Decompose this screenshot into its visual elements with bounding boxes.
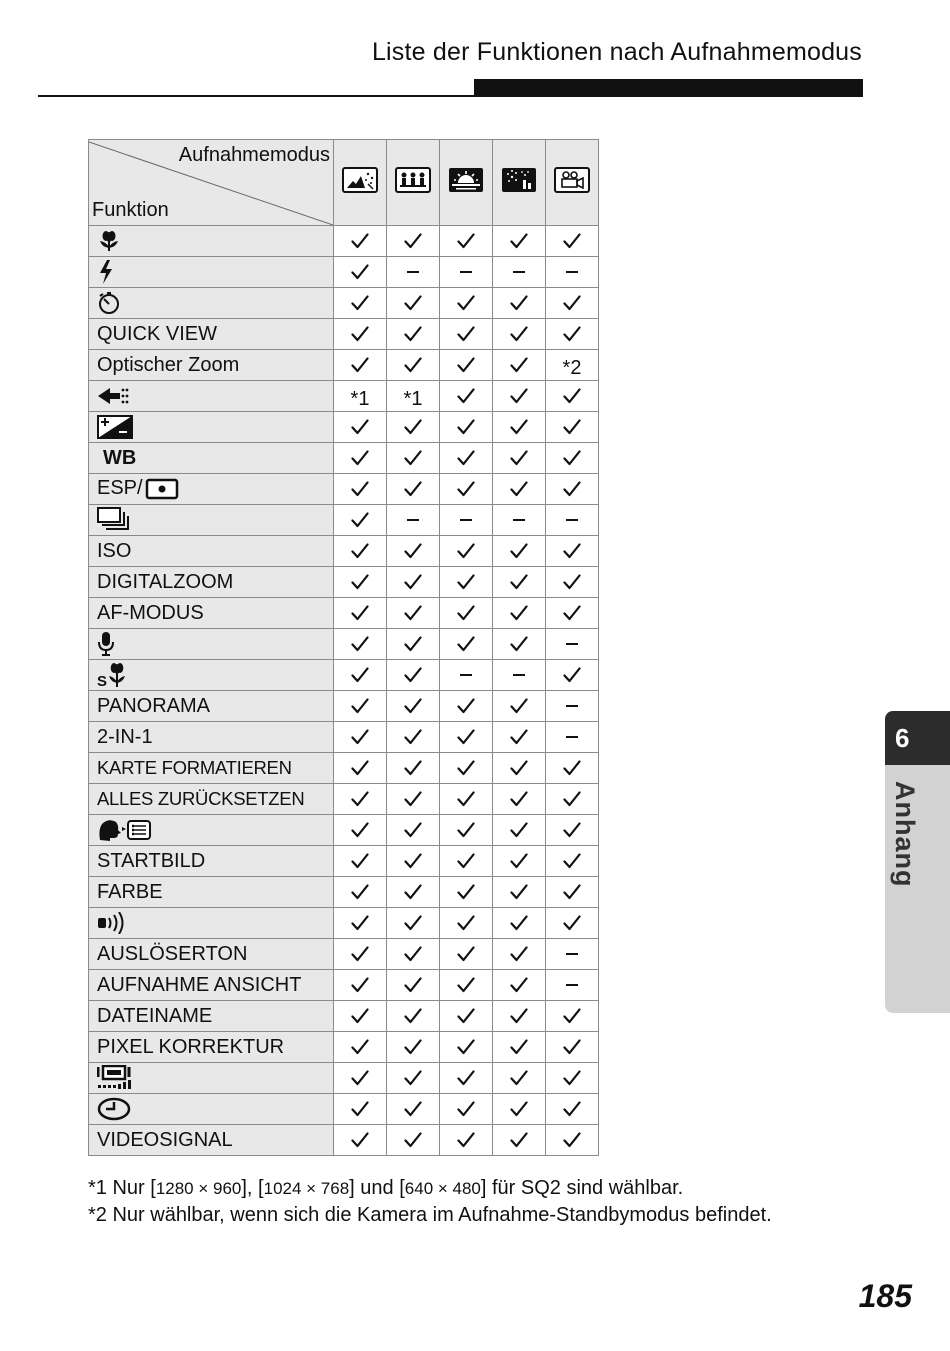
check-mark-icon	[546, 381, 599, 412]
table-row	[89, 1063, 599, 1094]
function-cell	[89, 1032, 334, 1063]
table-row	[89, 753, 599, 784]
footnote-ref-cell	[387, 381, 440, 412]
table-row	[89, 536, 599, 567]
table-row	[89, 1001, 599, 1032]
self-portrait-icon	[395, 167, 431, 193]
function-cell	[89, 505, 334, 536]
check-mark-icon	[546, 567, 599, 598]
function-label: ESP/	[97, 477, 143, 500]
check-mark-icon	[493, 1001, 546, 1032]
table-row	[89, 846, 599, 877]
check-mark-icon	[440, 474, 493, 505]
not-available-dash	[546, 257, 599, 288]
function-label: WB	[103, 446, 137, 469]
check-mark-icon	[334, 1125, 387, 1156]
not-available-dash	[387, 257, 440, 288]
check-mark-icon	[440, 722, 493, 753]
function-label: AUSLÖSERTON	[97, 942, 248, 965]
not-available-dash	[440, 660, 493, 691]
table-row	[89, 474, 599, 505]
footnote-1-separator-2: ] und [	[349, 1177, 405, 1199]
check-mark-icon	[334, 660, 387, 691]
table-row	[89, 1125, 599, 1156]
table-row	[89, 660, 599, 691]
check-mark-icon	[334, 288, 387, 319]
check-mark-icon	[493, 939, 546, 970]
check-mark-icon	[493, 474, 546, 505]
check-mark-icon	[440, 350, 493, 381]
table-row	[89, 691, 599, 722]
not-available-dash	[546, 722, 599, 753]
check-mark-icon	[493, 536, 546, 567]
check-mark-icon	[440, 288, 493, 319]
check-mark-icon	[334, 939, 387, 970]
check-mark-icon	[440, 691, 493, 722]
check-mark-icon	[387, 1125, 440, 1156]
check-mark-icon	[493, 1063, 546, 1094]
check-mark-icon	[387, 598, 440, 629]
function-label: PANORAMA	[97, 694, 210, 717]
check-mark-icon	[387, 474, 440, 505]
beep-sound-icon	[97, 912, 129, 935]
footnote-1-prefix: *1 Nur [	[88, 1177, 156, 1199]
check-mark-icon	[334, 784, 387, 815]
table-row	[89, 784, 599, 815]
footnote-1-resolution-1: 1280 × 960	[155, 1179, 242, 1198]
check-mark-icon	[387, 567, 440, 598]
table-row	[89, 567, 599, 598]
table-row	[89, 381, 599, 412]
table-row	[89, 722, 599, 753]
check-mark-icon	[387, 443, 440, 474]
check-mark-icon	[493, 1125, 546, 1156]
super-macro-icon	[97, 662, 127, 688]
check-mark-icon	[440, 877, 493, 908]
chapter-number: 6	[885, 711, 950, 765]
check-mark-icon	[334, 319, 387, 350]
function-cell	[89, 908, 334, 939]
function-cell	[89, 1063, 334, 1094]
function-cell	[89, 846, 334, 877]
check-mark-icon	[440, 1094, 493, 1125]
check-mark-icon	[493, 722, 546, 753]
mode-header-fireworks	[493, 140, 546, 226]
mode-header-self-portrait	[387, 140, 440, 226]
check-mark-icon	[493, 319, 546, 350]
check-mark-icon	[387, 319, 440, 350]
check-mark-icon	[546, 1032, 599, 1063]
check-mark-icon	[546, 474, 599, 505]
mode-header-night-scene	[334, 140, 387, 226]
check-mark-icon	[387, 1063, 440, 1094]
exposure-compensation-icon	[97, 415, 133, 439]
check-mark-icon	[493, 629, 546, 660]
function-label: STARTBILD	[97, 849, 206, 872]
function-label: ALLES ZURÜCKSETZEN	[97, 788, 305, 809]
check-mark-icon	[334, 753, 387, 784]
function-label: QUICK VIEW	[97, 322, 218, 345]
clock-icon	[97, 1097, 131, 1121]
check-mark-icon	[334, 877, 387, 908]
not-available-dash	[440, 257, 493, 288]
check-mark-icon	[334, 1001, 387, 1032]
check-mark-icon	[387, 908, 440, 939]
check-mark-icon	[334, 474, 387, 505]
function-label: AUFNAHME ANSICHT	[97, 973, 302, 996]
page-number: 185	[858, 1278, 912, 1314]
check-mark-icon	[334, 505, 387, 536]
function-cell	[89, 877, 334, 908]
monitor-brightness-icon	[97, 1065, 133, 1091]
check-mark-icon	[440, 908, 493, 939]
check-mark-icon	[493, 877, 546, 908]
image-quality-icon	[97, 385, 131, 408]
function-label: ISO	[97, 539, 132, 562]
check-mark-icon	[546, 226, 599, 257]
check-mark-icon	[440, 319, 493, 350]
check-mark-icon	[493, 288, 546, 319]
check-mark-icon	[387, 815, 440, 846]
function-cell	[89, 660, 334, 691]
not-available-dash	[493, 505, 546, 536]
check-mark-icon	[387, 350, 440, 381]
footnote-ref: *1	[350, 387, 370, 410]
check-mark-icon	[334, 1032, 387, 1063]
check-mark-icon	[387, 939, 440, 970]
check-mark-icon	[440, 536, 493, 567]
not-available-dash	[387, 505, 440, 536]
check-mark-icon	[440, 567, 493, 598]
check-mark-icon	[546, 412, 599, 443]
check-mark-icon	[334, 1063, 387, 1094]
footnote-1	[88, 1175, 772, 1202]
function-cell	[89, 226, 334, 257]
check-mark-icon	[493, 567, 546, 598]
table-row	[89, 908, 599, 939]
chapter-side-tab	[885, 711, 950, 1013]
table-row	[89, 629, 599, 660]
check-mark-icon	[440, 970, 493, 1001]
function-cell	[89, 1125, 334, 1156]
function-cell	[89, 350, 334, 381]
function-cell	[89, 288, 334, 319]
check-mark-icon	[440, 784, 493, 815]
check-mark-icon	[334, 226, 387, 257]
check-mark-icon	[440, 753, 493, 784]
function-label: 2-IN-1	[97, 725, 153, 748]
function-cell	[89, 536, 334, 567]
check-mark-icon	[334, 1094, 387, 1125]
check-mark-icon	[334, 567, 387, 598]
check-mark-icon	[387, 288, 440, 319]
check-mark-icon	[387, 722, 440, 753]
check-mark-icon	[387, 536, 440, 567]
check-mark-icon	[440, 443, 493, 474]
check-mark-icon	[334, 815, 387, 846]
function-cell	[89, 939, 334, 970]
check-mark-icon	[493, 1032, 546, 1063]
function-cell	[89, 1001, 334, 1032]
check-mark-icon	[334, 598, 387, 629]
check-mark-icon	[546, 536, 599, 567]
check-mark-icon	[546, 908, 599, 939]
function-label: DATEINAME	[97, 1004, 213, 1027]
check-mark-icon	[493, 412, 546, 443]
check-mark-icon	[387, 660, 440, 691]
check-mark-icon	[546, 815, 599, 846]
footnote-ref-cell	[546, 350, 599, 381]
table-row	[89, 288, 599, 319]
check-mark-icon	[334, 257, 387, 288]
function-cell	[89, 474, 334, 505]
check-mark-icon	[387, 846, 440, 877]
function-cell	[89, 753, 334, 784]
function-cell	[89, 598, 334, 629]
check-mark-icon	[546, 1063, 599, 1094]
not-available-dash	[546, 691, 599, 722]
check-mark-icon	[440, 629, 493, 660]
check-mark-icon	[440, 412, 493, 443]
check-mark-icon	[387, 691, 440, 722]
language-icon	[97, 818, 153, 842]
check-mark-icon	[387, 753, 440, 784]
check-mark-icon	[493, 350, 546, 381]
not-available-dash	[546, 939, 599, 970]
function-cell	[89, 784, 334, 815]
not-available-dash	[546, 970, 599, 1001]
header-rule-thick	[474, 79, 863, 97]
function-label: AF-MODUS	[97, 601, 204, 624]
function-cell	[89, 412, 334, 443]
mode-header-movie	[546, 140, 599, 226]
check-mark-icon	[387, 877, 440, 908]
self-timer-icon	[97, 291, 121, 315]
night-scene-icon	[342, 167, 378, 193]
check-mark-icon	[334, 722, 387, 753]
check-mark-icon	[387, 412, 440, 443]
check-mark-icon	[493, 908, 546, 939]
table-row	[89, 877, 599, 908]
check-mark-icon	[493, 815, 546, 846]
not-available-dash	[546, 505, 599, 536]
check-mark-icon	[440, 226, 493, 257]
check-mark-icon	[546, 753, 599, 784]
flash-icon	[97, 259, 115, 285]
header-rule-thin	[38, 95, 478, 97]
microphone-icon	[97, 631, 115, 657]
table-row	[89, 939, 599, 970]
function-cell	[89, 629, 334, 660]
check-mark-icon	[546, 598, 599, 629]
function-label: FARBE	[97, 880, 163, 903]
table-row	[89, 970, 599, 1001]
check-mark-icon	[546, 288, 599, 319]
not-available-dash	[493, 257, 546, 288]
function-cell	[89, 1094, 334, 1125]
function-cell	[89, 257, 334, 288]
function-label: DIGITALZOOM	[97, 570, 234, 593]
footnote-1-resolution-2: 1024 × 768	[263, 1179, 350, 1198]
check-mark-icon	[440, 846, 493, 877]
table-row	[89, 815, 599, 846]
check-mark-icon	[440, 1001, 493, 1032]
check-mark-icon	[387, 784, 440, 815]
fireworks-icon	[501, 167, 537, 193]
table-row	[89, 505, 599, 536]
table-row	[89, 350, 599, 381]
check-mark-icon	[546, 443, 599, 474]
not-available-dash	[546, 629, 599, 660]
function-cell	[89, 815, 334, 846]
svg-text:S: S	[97, 673, 108, 688]
movie-icon	[554, 167, 590, 193]
check-mark-icon	[334, 846, 387, 877]
check-mark-icon	[493, 784, 546, 815]
check-mark-icon	[493, 753, 546, 784]
check-mark-icon	[493, 970, 546, 1001]
header-corner-cell	[89, 140, 334, 226]
check-mark-icon	[440, 381, 493, 412]
check-mark-icon	[546, 1001, 599, 1032]
footnote-ref: *2	[562, 356, 582, 379]
table-row	[89, 598, 599, 629]
check-mark-icon	[546, 784, 599, 815]
footnote-1-separator-1: ], [	[241, 1177, 264, 1199]
check-mark-icon	[546, 1094, 599, 1125]
footnote-ref: *1	[403, 387, 423, 410]
check-mark-icon	[334, 908, 387, 939]
not-available-dash	[493, 660, 546, 691]
check-mark-icon	[493, 1094, 546, 1125]
check-mark-icon	[440, 1063, 493, 1094]
check-mark-icon	[334, 629, 387, 660]
footnote-1-resolution-3: 640 × 480	[404, 1179, 481, 1198]
check-mark-icon	[334, 443, 387, 474]
check-mark-icon	[334, 691, 387, 722]
function-row-label: Funktion	[92, 199, 169, 221]
check-mark-icon	[334, 970, 387, 1001]
table-row	[89, 412, 599, 443]
page-title: Liste der Funktionen nach Aufnahmemodus	[371, 38, 862, 66]
check-mark-icon	[334, 350, 387, 381]
spot-metering-icon	[145, 478, 179, 501]
check-mark-icon	[440, 1032, 493, 1063]
sunset-icon	[448, 167, 484, 193]
check-mark-icon	[440, 598, 493, 629]
check-mark-icon	[387, 970, 440, 1001]
function-label: KARTE FORMATIEREN	[97, 757, 292, 778]
check-mark-icon	[440, 1125, 493, 1156]
check-mark-icon	[546, 1125, 599, 1156]
check-mark-icon	[546, 846, 599, 877]
check-mark-icon	[387, 1032, 440, 1063]
check-mark-icon	[546, 319, 599, 350]
check-mark-icon	[493, 443, 546, 474]
check-mark-icon	[493, 381, 546, 412]
check-mark-icon	[546, 660, 599, 691]
check-mark-icon	[440, 815, 493, 846]
sequential-shooting-icon	[97, 507, 131, 533]
function-cell	[89, 970, 334, 1001]
function-cell	[89, 567, 334, 598]
check-mark-icon	[493, 691, 546, 722]
function-cell	[89, 691, 334, 722]
check-mark-icon	[493, 226, 546, 257]
function-cell	[89, 319, 334, 350]
table-row	[89, 226, 599, 257]
table-row	[89, 443, 599, 474]
footnote-2: *2 Nur wählbar, wenn sich die Kamera im Aufnahme-Standbymodus befindet.	[88, 1204, 772, 1226]
table-row	[89, 1032, 599, 1063]
function-mode-table	[88, 139, 599, 1156]
check-mark-icon	[387, 1094, 440, 1125]
footnotes	[88, 1175, 772, 1229]
function-label: Optischer Zoom	[97, 353, 240, 376]
check-mark-icon	[493, 598, 546, 629]
check-mark-icon	[387, 226, 440, 257]
mode-column-label: Aufnahmemodus	[178, 144, 330, 166]
chapter-label: Anhang	[890, 781, 920, 888]
check-mark-icon	[334, 536, 387, 567]
function-cell	[89, 722, 334, 753]
mode-header-sunset	[440, 140, 493, 226]
not-available-dash	[440, 505, 493, 536]
check-mark-icon	[546, 877, 599, 908]
function-cell	[89, 443, 334, 474]
check-mark-icon	[493, 846, 546, 877]
function-label: VIDEOSIGNAL	[97, 1128, 233, 1151]
check-mark-icon	[440, 939, 493, 970]
function-cell	[89, 381, 334, 412]
table-row	[89, 257, 599, 288]
table-row	[89, 319, 599, 350]
check-mark-icon	[334, 412, 387, 443]
check-mark-icon	[387, 629, 440, 660]
table-header-row	[89, 140, 599, 226]
check-mark-icon	[387, 1001, 440, 1032]
macro-flower-icon	[97, 230, 121, 253]
function-label: PIXEL KORREKTUR	[97, 1035, 285, 1058]
footnote-1-suffix: ] für SQ2 sind wählbar.	[480, 1177, 684, 1199]
table-row	[89, 1094, 599, 1125]
footnote-ref-cell	[334, 381, 387, 412]
